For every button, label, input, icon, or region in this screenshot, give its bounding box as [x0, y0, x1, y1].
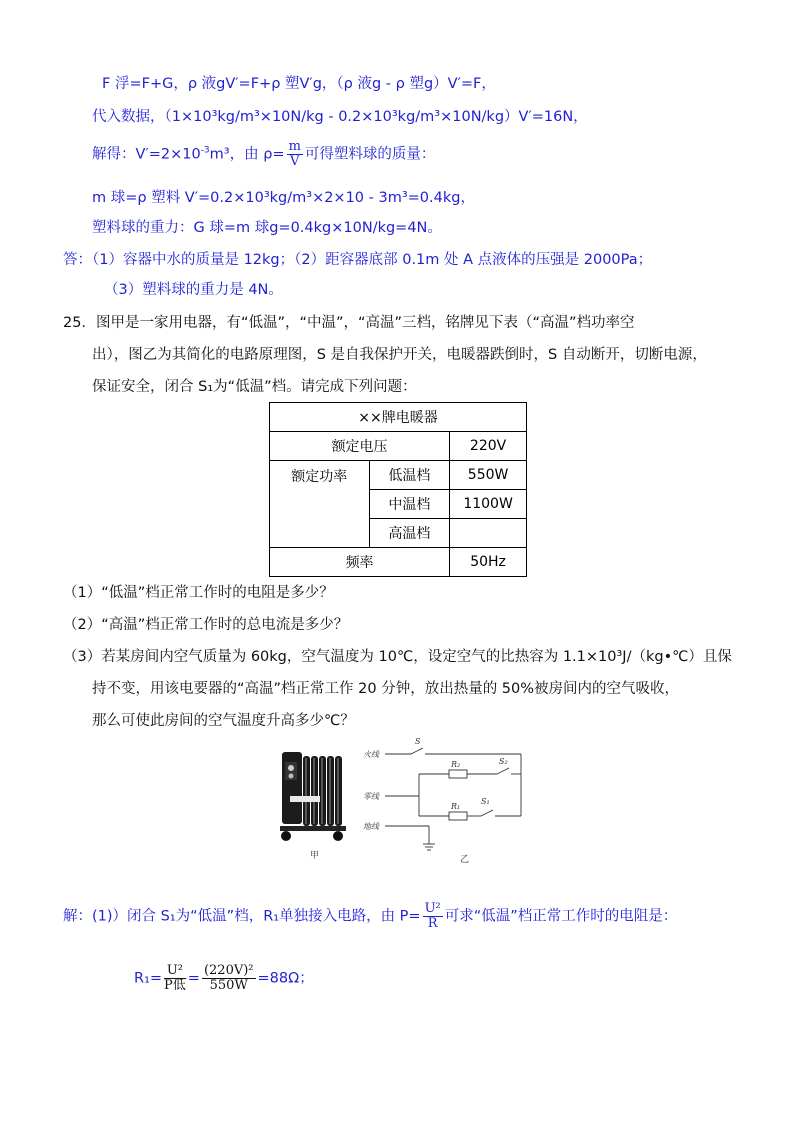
frequency-value: 50Hz	[450, 548, 527, 577]
answer-line-1: 答：（1）容器中水的质量是 12kg；（2）距容器底部 0.1m 处 A 点液体的压强是 2000Pa；	[63, 252, 653, 268]
fraction-numerator: m	[288, 139, 301, 154]
solution-text: 可得塑料球的质量：	[304, 146, 436, 163]
rated-power-label: 额定功率	[270, 461, 370, 548]
solution-text: 解得：V′=2×10	[92, 146, 201, 163]
frequency-label: 频率	[270, 548, 450, 577]
resistor-r1-label: R₁	[451, 802, 461, 811]
table-title: ××牌电暖器	[270, 403, 527, 432]
fraction-numerator: U²	[164, 964, 186, 979]
oil-heater-photo	[276, 748, 348, 848]
solution-text: 可求“低温”档正常工作时的电阻是：	[444, 908, 678, 925]
ground-wire-label: 地线	[363, 822, 379, 831]
figure-label-jia: 甲	[310, 851, 320, 861]
fraction-m-over-v	[287, 140, 303, 169]
question-paragraph-line-3: 保证安全，闭合 S₁为“低温”档。请完成下列问题：	[92, 379, 417, 395]
solution-text: 解：(1)）闭合 S₁为“低温”档，R₁单独接入电路，由 P=	[63, 908, 421, 925]
fraction-denominator: V	[290, 154, 300, 169]
sub-question-3-line-1: （3）若某房间内空气质量为 60kg，空气温度为 10℃，设定空气的比热容为 1.1×10³J/（kg•℃）且保	[63, 649, 732, 665]
sub-question-1: （1）“低温”档正常工作时的电阻是多少？	[63, 585, 334, 601]
live-wire-label: 火线	[363, 750, 379, 759]
solution-text: m³，由 ρ=	[209, 146, 285, 163]
solution-line-2: 代入数据，（1×10³kg/m³×10N/kg - 0.2×10³kg/m³×10N/kg）V′=16N，	[92, 109, 588, 125]
mid-level-label: 中温档	[369, 490, 450, 519]
sub-question-3-line-2: 持不变，用该电要器的“高温”档正常工作 20 分钟，放出热量的 50%被房间内的空气吸收，	[92, 681, 680, 697]
neutral-wire-label: 零线	[363, 792, 379, 801]
fraction-numerator: U²	[424, 901, 441, 916]
fraction-denominator: P低	[164, 978, 186, 993]
solution-25-line-2	[134, 964, 314, 993]
high-level-label: 高温档	[369, 519, 450, 548]
equals-sign: =	[187, 970, 200, 987]
sub-question-2: （2）“高温”档正常工作时的总电流是多少？	[63, 617, 349, 633]
low-level-label: 低温档	[369, 461, 450, 490]
switch-s1-label: S₁	[481, 797, 490, 806]
solution-25-line-1	[63, 902, 677, 931]
fraction-numerator: (220V)²	[203, 963, 254, 978]
fraction-denominator: R	[427, 916, 438, 931]
nameplate-table	[269, 402, 527, 577]
solution-text: R₁=	[134, 970, 163, 987]
rated-voltage-label: 额定电压	[270, 432, 450, 461]
fraction-denominator: 550W	[209, 978, 248, 993]
solution-line-3	[92, 140, 435, 169]
question-paragraph-line-1: 25．图甲是一家用电器，有“低温”，“中温”，“高温”三档，铭牌见下表（“高温”档功率空	[63, 315, 635, 331]
fraction-values	[202, 964, 256, 993]
figure-label-yi: 乙	[460, 855, 470, 865]
resistor-r2-label: R₂	[451, 760, 461, 769]
circuit-diagram	[363, 732, 533, 862]
mid-level-value: 1100W	[450, 490, 527, 519]
high-level-value	[450, 519, 527, 548]
fraction-u2-over-plow	[164, 964, 186, 993]
solution-line-5: 塑料球的重力：G 球=m 球g=0.4kg×10N/kg=4N。	[92, 220, 442, 236]
low-level-value: 550W	[450, 461, 527, 490]
answer-line-2: （3）塑料球的重力是 4N。	[104, 282, 283, 298]
rated-voltage-value: 220V	[450, 432, 527, 461]
solution-line-4: m 球=ρ 塑料 V′=0.2×10³kg/m³×2×10 - 3m³=0.4kg，	[92, 190, 475, 206]
question-paragraph-line-2: 出），图乙为其简化的电路原理图，S 是自我保护开关，电暖器跌倒时，S 自动断开，切断电源，	[92, 347, 707, 363]
sub-question-3-line-3: 那么可使此房间的空气温度升高多少℃？	[92, 713, 355, 729]
solution-line-1: F 浮=F+G，ρ 液gV′=F+ρ 塑V′g，（ρ 液g - ρ 塑g）V′=F，	[102, 76, 496, 92]
fraction-u2-over-r	[423, 902, 443, 931]
switch-s-label: S	[415, 737, 421, 746]
switch-s2-label: S₂	[499, 757, 508, 766]
solution-text: =88Ω；	[257, 970, 314, 987]
exponent: -3	[200, 145, 210, 156]
